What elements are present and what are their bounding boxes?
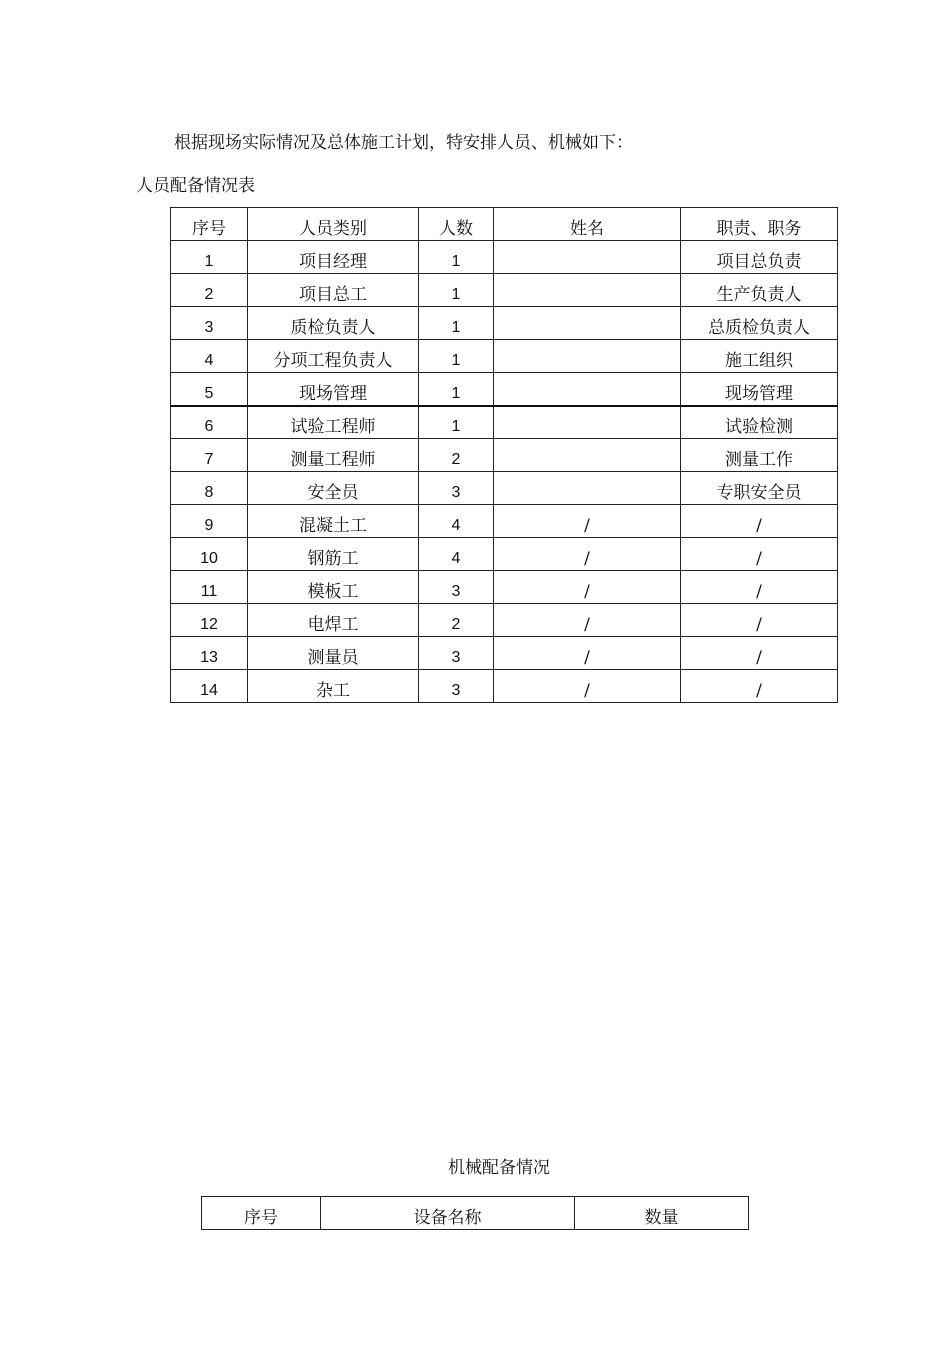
table-row — [171, 373, 838, 406]
table-cell: 1 — [419, 406, 494, 439]
table-row — [171, 439, 838, 472]
intro-paragraph: 根据现场实际情况及总体施工计划，特安排人员、机械如下： — [174, 133, 633, 153]
table-cell: 1 — [419, 373, 494, 406]
table-cell: 4 — [419, 538, 494, 571]
table-row — [171, 538, 838, 571]
table-row — [171, 274, 838, 307]
table-cell: 总质检负责人 — [681, 307, 838, 340]
table-cell — [494, 241, 681, 274]
table-cell: 13 — [171, 637, 248, 670]
table-cell: 2 — [419, 439, 494, 472]
table-cell: 7 — [171, 439, 248, 472]
table-row — [171, 307, 838, 340]
table-cell: 测量工程师 — [248, 439, 419, 472]
table-cell: / — [494, 538, 681, 571]
table-cell: 项目总工 — [248, 274, 419, 307]
table-cell: / — [494, 505, 681, 538]
table-cell — [494, 472, 681, 505]
table-cell: 生产负责人 — [681, 274, 838, 307]
table-row — [171, 571, 838, 604]
table-cell: 电焊工 — [248, 604, 419, 637]
table-cell: 8 — [171, 472, 248, 505]
table-cell: 现场管理 — [248, 373, 419, 406]
table-row — [171, 505, 838, 538]
table-cell: / — [494, 571, 681, 604]
table-row — [171, 472, 838, 505]
machine-header-cell: 设备名称 — [321, 1197, 575, 1230]
table-cell: 钢筋工 — [248, 538, 419, 571]
table-cell — [494, 307, 681, 340]
table-cell: 测量员 — [248, 637, 419, 670]
table-cell: 2 — [171, 274, 248, 307]
machine-table-header-row — [202, 1197, 749, 1230]
table-cell: / — [681, 637, 838, 670]
table-cell: / — [681, 670, 838, 703]
table-cell: 1 — [419, 241, 494, 274]
table-cell: 3 — [419, 637, 494, 670]
table-cell: 3 — [419, 472, 494, 505]
table-cell: 杂工 — [248, 670, 419, 703]
table-cell: 10 — [171, 538, 248, 571]
table-cell: 分项工程负责人 — [248, 340, 419, 373]
table-cell: 施工组织 — [681, 340, 838, 373]
table-cell: 试验工程师 — [248, 406, 419, 439]
table-row — [171, 241, 838, 274]
staff-table — [170, 207, 838, 703]
table-cell: 2 — [419, 604, 494, 637]
table-cell — [494, 274, 681, 307]
table-cell: 1 — [419, 274, 494, 307]
table-cell: 测量工作 — [681, 439, 838, 472]
table-cell: / — [494, 604, 681, 637]
table-cell: 3 — [419, 670, 494, 703]
table-row — [171, 340, 838, 373]
table-row — [171, 670, 838, 703]
staff-table-header-row — [171, 208, 838, 241]
table-cell: 质检负责人 — [248, 307, 419, 340]
table-cell: 项目经理 — [248, 241, 419, 274]
machine-table — [201, 1196, 749, 1230]
table-cell: 3 — [419, 571, 494, 604]
table-cell: 项目总负责 — [681, 241, 838, 274]
staff-table-caption: 人员配备情况表 — [136, 176, 255, 196]
table-cell: / — [681, 604, 838, 637]
table-cell — [494, 373, 681, 406]
table-cell: / — [681, 538, 838, 571]
table-cell: 9 — [171, 505, 248, 538]
machine-header-cell: 数量 — [575, 1197, 749, 1230]
table-row — [171, 604, 838, 637]
table-cell — [494, 340, 681, 373]
table-cell: 14 — [171, 670, 248, 703]
staff-header-cell: 姓名 — [494, 208, 681, 241]
table-cell: 5 — [171, 373, 248, 406]
table-cell: 6 — [171, 406, 248, 439]
table-cell: 1 — [171, 241, 248, 274]
table-cell: 3 — [171, 307, 248, 340]
table-cell: 现场管理 — [681, 373, 838, 406]
staff-header-cell: 人数 — [419, 208, 494, 241]
table-cell: 1 — [419, 307, 494, 340]
table-cell: / — [494, 637, 681, 670]
table-row — [171, 637, 838, 670]
table-cell: 4 — [171, 340, 248, 373]
machine-header-cell: 序号 — [202, 1197, 321, 1230]
table-cell: 4 — [419, 505, 494, 538]
table-cell: / — [681, 571, 838, 604]
table-cell: 11 — [171, 571, 248, 604]
table-cell: 试验检测 — [681, 406, 838, 439]
table-cell: 模板工 — [248, 571, 419, 604]
staff-header-cell: 序号 — [171, 208, 248, 241]
staff-header-cell: 人员类别 — [248, 208, 419, 241]
table-cell: 1 — [419, 340, 494, 373]
table-cell — [494, 406, 681, 439]
table-cell: / — [494, 670, 681, 703]
table-row — [171, 406, 838, 439]
table-cell: 混凝土工 — [248, 505, 419, 538]
table-cell — [494, 439, 681, 472]
table-cell: 安全员 — [248, 472, 419, 505]
table-cell: 专职安全员 — [681, 472, 838, 505]
machine-table-title: 机械配备情况 — [448, 1158, 550, 1178]
table-cell: 12 — [171, 604, 248, 637]
staff-header-cell: 职责、职务 — [681, 208, 838, 241]
table-cell: / — [681, 505, 838, 538]
